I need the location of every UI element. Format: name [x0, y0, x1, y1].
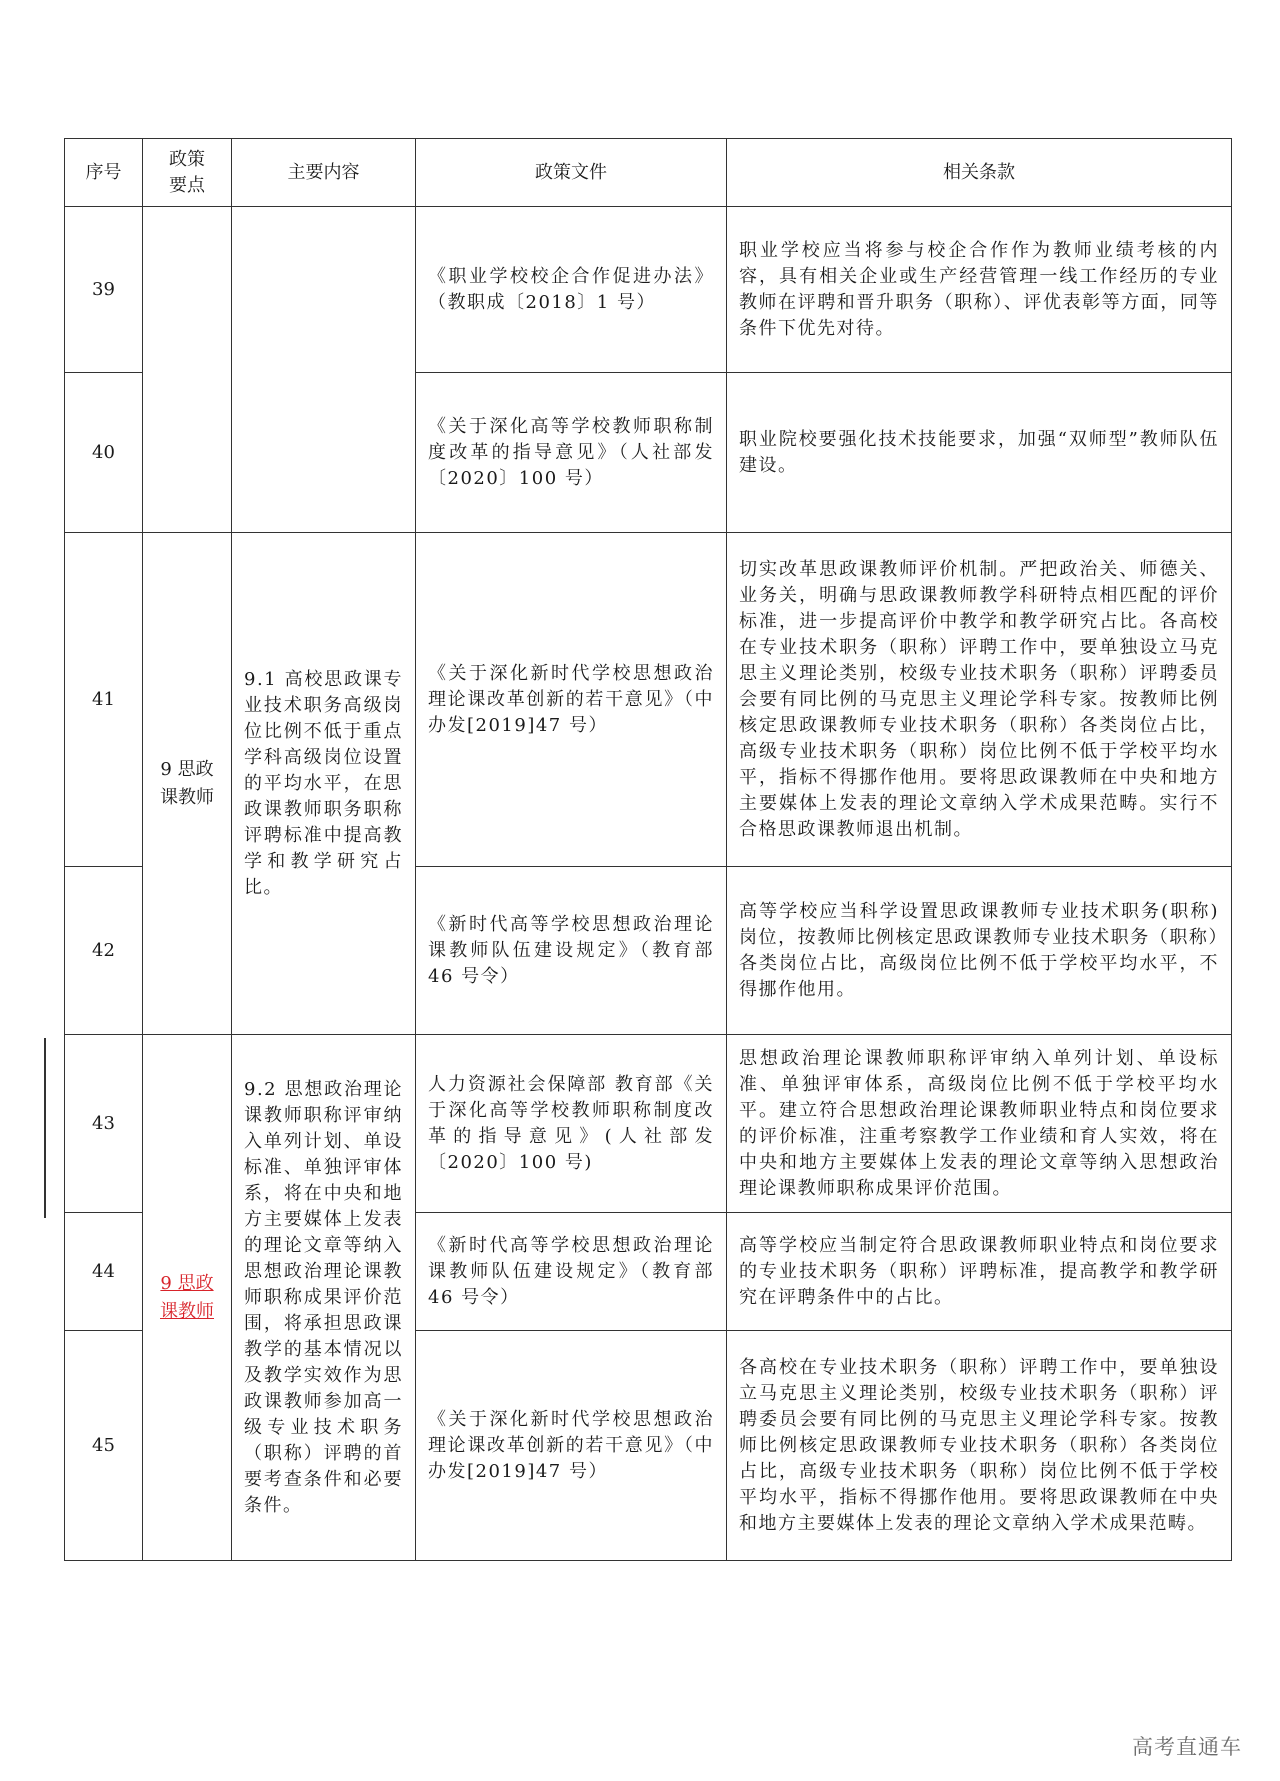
table-row	[65, 1035, 1232, 1213]
row-number: 42	[65, 867, 143, 1035]
header-no: 序号	[65, 139, 143, 207]
header-policy-document: 政策文件	[416, 139, 727, 207]
row-number: 43	[65, 1035, 143, 1213]
policy-document-cell: 《关于深化高等学校教师职称制度改革的指导意见》（人社部发〔2020〕100 号）	[416, 373, 727, 533]
row-number: 45	[65, 1331, 143, 1561]
policy-point-cell	[143, 1035, 232, 1561]
policy-document-cell: 《新时代高等学校思想政治理论课教师队伍建设规定》（教育部 46 号令）	[416, 1213, 727, 1331]
policy-document-cell: 《职业学校校企合作促进办法》（教职成〔2018〕1 号）	[416, 207, 727, 373]
related-clause-cell: 高等学校应当制定符合思政课教师职业特点和岗位要求的专业技术职务（职称）评聘标准，提高教学和教学研究在评聘条件中的占比。	[727, 1213, 1232, 1331]
table-row	[65, 533, 1232, 867]
main-content-cell: 9.1 高校思政课专业技术职务高级岗位比例不低于重点学科高级岗位设置的平均水平，在思政课教师职务职称评聘标准中提高教学和教学研究占比。	[232, 533, 416, 1035]
row-number: 44	[65, 1213, 143, 1331]
related-clause-cell: 职业学校应当将参与校企合作作为教师业绩考核的内容，具有相关企业或生产经营管理一线工作经历的专业教师在评聘和晋升职务（职称）、评优表彰等方面，同等条件下优先对待。	[727, 207, 1232, 373]
related-clause-cell: 切实改革思政课教师评价机制。严把政治关、师德关、业务关，明确与思政课教师教学科研特点相匹配的评价标准，进一步提高评价中教学和教学研究占比。各高校在专业技术职务（职称）评聘工作中，要单独设立马克思主义理论类别，校级专业技术职务（职称）评聘委员会要有同比例的马克思主义理论学科专家。按教师比例核定思政课教师专业技术职务（职称）各类岗位占比，高级专业技术职务（职称）岗位比例不低于学校平均水平，指标不得挪作他用。要将思政课教师在中央和地方主要媒体上发表的理论文章纳入学术成果范畴。实行不合格思政课教师退出机制。	[727, 533, 1232, 867]
policy-document-cell: 人力资源社会保障部 教育部《关于深化高等学校教师职称制度改革的指导意见》(人社部发〔2020〕100 号)	[416, 1035, 727, 1213]
policy-point-cell: 9 思政 课教师	[143, 533, 232, 1035]
policy-point-cell-empty	[143, 207, 232, 533]
revision-margin-bar	[44, 1038, 46, 1218]
policy-table	[64, 138, 1232, 1561]
header-main-content: 主要内容	[232, 139, 416, 207]
row-number: 41	[65, 533, 143, 867]
row-number: 39	[65, 207, 143, 373]
table-row	[65, 207, 1232, 373]
related-clause-cell: 各高校在专业技术职务（职称）评聘工作中，要单独设立马克思主义理论类别，校级专业技术职务（职称）评聘委员会要有同比例的马克思主义理论学科专家。按教师比例核定思政课教师专业技术职务（职称）各类岗位占比，高级专业技术职务（职称）岗位比例不低于学校平均水平，指标不得挪作他用。要将思政课教师在中央和地方主要媒体上发表的理论文章纳入学术成果范畴。	[727, 1331, 1232, 1561]
watermark-text: 高考直通车	[1132, 1735, 1242, 1759]
related-clause-cell: 高等学校应当科学设置思政课教师专业技术职务(职称)岗位，按教师比例核定思政课教师专业技术职务（职称）各类岗位占比，高级岗位比例不低于学校平均水平，不得挪作他用。	[727, 867, 1232, 1035]
related-clause-cell: 职业院校要强化技术技能要求，加强“双师型”教师队伍建设。	[727, 373, 1232, 533]
policy-document-cell: 《关于深化新时代学校思想政治理论课改革创新的若干意见》（中办发[2019]47 号）	[416, 533, 727, 867]
policy-document-cell: 《新时代高等学校思想政治理论课教师队伍建设规定》（教育部 46 号令）	[416, 867, 727, 1035]
main-content-cell: 9.2 思想政治理论课教师职称评审纳入单列计划、单设标准、单独评审体系，将在中央和地方主要媒体上发表的理论文章等纳入思想政治理论课教师职称成果评价范围，将承担思政课教学的基本情况以及教学实效作为思政课教师参加高一级专业技术职务（职称）评聘的首要考查条件和必要条件。	[232, 1035, 416, 1561]
policy-point-link[interactable]: 9 思政 课教师	[160, 1272, 214, 1322]
related-clause-cell: 思想政治理论课教师职称评审纳入单列计划、单设标准、单独评审体系，高级岗位比例不低于学校平均水平。建立符合思想政治理论课教师职业特点和岗位要求的评价标准，注重考察教学工作业绩和育人实效，将在中央和地方主要媒体上发表的理论文章等纳入思想政治理论课教师职称成果评价范围。	[727, 1035, 1232, 1213]
table-header-row	[65, 139, 1232, 207]
main-content-cell-empty	[232, 207, 416, 533]
header-policy-point: 政策 要点	[143, 139, 232, 207]
header-related-clause: 相关条款	[727, 139, 1232, 207]
row-number: 40	[65, 373, 143, 533]
policy-document-cell: 《关于深化新时代学校思想政治理论课改革创新的若干意见》（中办发[2019]47 号）	[416, 1331, 727, 1561]
